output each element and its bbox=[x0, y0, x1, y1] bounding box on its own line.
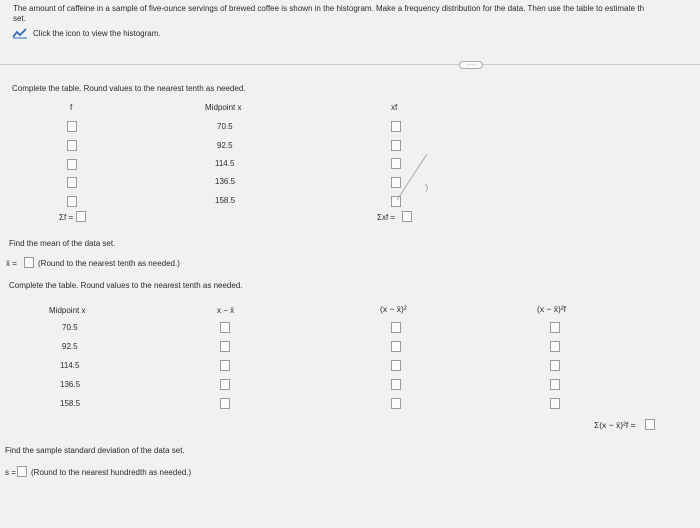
deviation-squared-input-3[interactable] bbox=[391, 360, 401, 371]
f-input-3[interactable] bbox=[67, 159, 77, 170]
deviation-input-2[interactable] bbox=[220, 341, 230, 352]
sum-deviation-squared-f-input[interactable] bbox=[645, 419, 655, 430]
xf-input-1[interactable] bbox=[391, 121, 401, 132]
table1-midpoint: 136.5 bbox=[215, 177, 236, 186]
sum-f-input[interactable] bbox=[76, 211, 86, 222]
deviation-input-5[interactable] bbox=[220, 398, 230, 409]
table1-instruction: Complete the table. Round values to the nearest tenth as needed. bbox=[12, 84, 246, 93]
deviation-input-1[interactable] bbox=[220, 322, 230, 333]
table1-header-midpoint: Midpoint x bbox=[205, 103, 242, 112]
section-divider bbox=[0, 64, 700, 65]
histogram-chart-icon[interactable] bbox=[12, 27, 28, 39]
table1-midpoint: 158.5 bbox=[215, 196, 236, 205]
mean-input[interactable] bbox=[24, 257, 34, 268]
deviation-squared-f-input-4[interactable] bbox=[550, 379, 560, 390]
mean-hint: (Round to the nearest tenth as needed.) bbox=[38, 259, 180, 268]
sum-f-label: Σf = bbox=[59, 213, 74, 222]
f-input-5[interactable] bbox=[67, 196, 77, 207]
problem-statement-cont: set. bbox=[13, 14, 26, 23]
table1-header-f: f bbox=[70, 103, 73, 112]
table2-midpoint: 136.5 bbox=[60, 380, 81, 389]
table1-header-xf: xf bbox=[391, 103, 398, 112]
table2-midpoint: 92.5 bbox=[62, 342, 78, 351]
deviation-squared-input-4[interactable] bbox=[391, 379, 401, 390]
stdev-input[interactable] bbox=[17, 466, 27, 477]
table2-midpoint: 114.5 bbox=[60, 361, 80, 370]
histogram-link[interactable]: Click the icon to view the histogram. bbox=[33, 29, 161, 38]
table2-midpoint: 158.5 bbox=[60, 399, 81, 408]
table2-header-midpoint: Midpoint x bbox=[49, 306, 86, 315]
table2-header-deviation-squared: (x − x̄)² bbox=[380, 304, 407, 314]
pen-mark-scribble bbox=[395, 150, 435, 205]
sum-xf-input[interactable] bbox=[402, 211, 412, 222]
deviation-input-4[interactable] bbox=[220, 379, 230, 390]
deviation-input-3[interactable] bbox=[220, 360, 230, 371]
table2-header-deviation: x − x̄ bbox=[217, 306, 235, 315]
deviation-squared-input-5[interactable] bbox=[391, 398, 401, 409]
stdev-hint: (Round to the nearest hundredth as needed.) bbox=[31, 468, 192, 477]
mean-prompt: Find the mean of the data set. bbox=[9, 239, 116, 248]
deviation-squared-f-input-1[interactable] bbox=[550, 322, 560, 333]
problem-statement: The amount of caffeine in a sample of five-ounce servings of brewed coffee is shown in the histogram. Make a frequency distribution for the data. Then use the table to estimate th bbox=[13, 4, 645, 13]
deviation-squared-f-input-2[interactable] bbox=[550, 341, 560, 352]
table1-midpoint: 92.5 bbox=[217, 141, 233, 150]
sum-xf-label: Σxf = bbox=[377, 213, 396, 222]
deviation-squared-f-input-5[interactable] bbox=[550, 398, 560, 409]
table2-midpoint: 70.5 bbox=[62, 323, 78, 332]
f-input-1[interactable] bbox=[67, 121, 77, 132]
table2-instruction: Complete the table. Round values to the nearest tenth as needed. bbox=[9, 281, 243, 290]
deviation-squared-input-2[interactable] bbox=[391, 341, 401, 352]
f-input-2[interactable] bbox=[67, 140, 77, 151]
stdev-label: s = bbox=[5, 468, 16, 477]
deviation-squared-input-1[interactable] bbox=[391, 322, 401, 333]
deviation-squared-f-input-3[interactable] bbox=[550, 360, 560, 371]
stdev-prompt: Find the sample standard deviation of the data set. bbox=[5, 446, 185, 455]
table1-midpoint: 114.5 bbox=[215, 159, 235, 168]
mean-label: x̄ = bbox=[6, 259, 17, 268]
table2-header-deviation-squared-f: (x − x̄)²f bbox=[537, 304, 567, 314]
more-button[interactable]: ····· bbox=[459, 61, 483, 69]
f-input-4[interactable] bbox=[67, 177, 77, 188]
table1-midpoint: 70.5 bbox=[217, 122, 233, 131]
sum-deviation-squared-f-label: Σ(x − x̄)²f = bbox=[594, 420, 636, 430]
